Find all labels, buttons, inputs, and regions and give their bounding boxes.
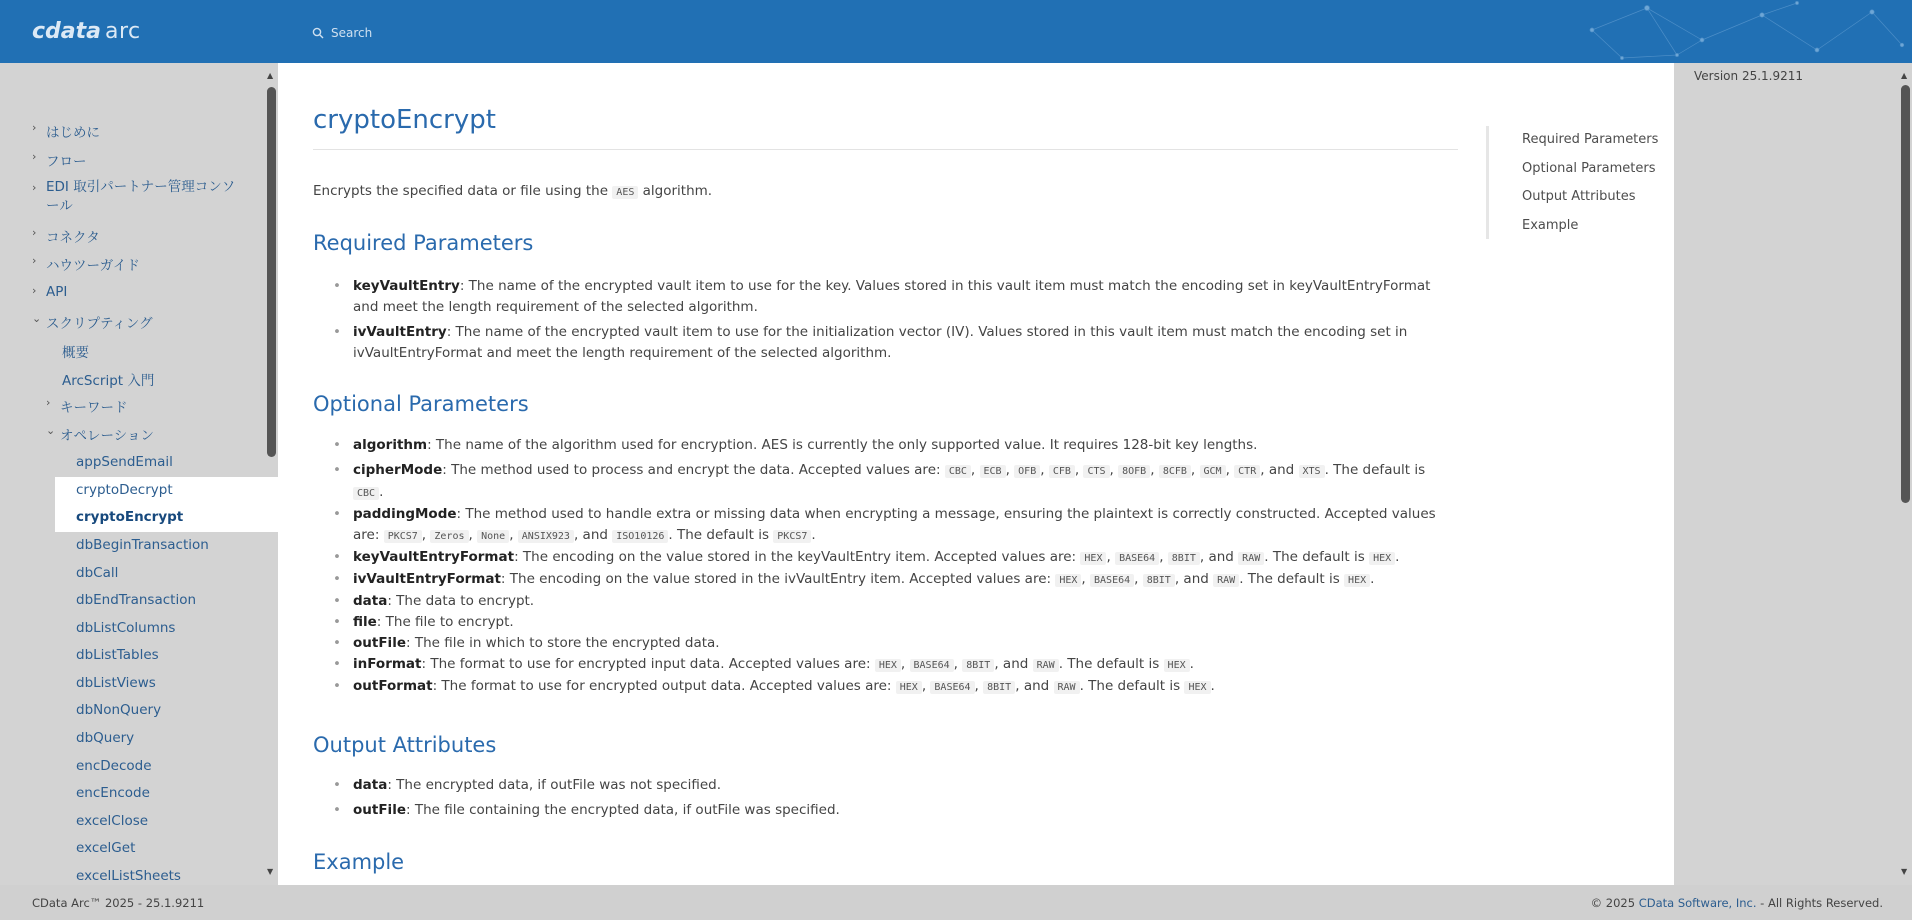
- code-value: XTS: [1299, 465, 1325, 478]
- search-box[interactable]: [312, 26, 372, 40]
- page-footer: [0, 885, 1912, 920]
- code-value: RAW: [1213, 574, 1239, 587]
- chevron-right-icon: ›: [32, 150, 37, 163]
- param-description: : The file containing the encrypted data, if outFile was specified.: [405, 802, 840, 818]
- sidebar-item-overview[interactable]: [62, 341, 89, 361]
- code-value: RAW: [1033, 659, 1059, 672]
- chevron-right-icon: ›: [32, 121, 37, 134]
- list-item: [313, 322, 1458, 364]
- sidebar-item-operations[interactable]: [46, 424, 154, 444]
- code-value: None: [477, 530, 509, 543]
- chevron-right-icon: ›: [32, 226, 37, 239]
- sidebar-item-label: dbNonQuery: [76, 702, 162, 718]
- sidebar-item-hajimeni[interactable]: [32, 121, 100, 141]
- param-description: : The data to encrypt.: [387, 593, 535, 609]
- sidebar-item-label: dbListTables: [76, 647, 159, 663]
- sidebar-item-label: excelListSheets: [76, 868, 181, 884]
- sidebar-item-label: ハウツーガイド: [46, 258, 140, 274]
- copyright-year: © 2025: [1590, 896, 1636, 910]
- cdata-software-link[interactable]: CData Software, Inc.: [1638, 896, 1757, 910]
- search-icon: [312, 27, 324, 39]
- code-value: 8BIT: [962, 659, 994, 672]
- param-name: keyVaultEntry: [353, 278, 460, 294]
- required-parameters-list: [313, 276, 1458, 368]
- code-default: CBC: [353, 487, 379, 500]
- sidebar-item-dbendtransaction[interactable]: [76, 592, 196, 608]
- sidebar-item-label: ArcScript 入門: [62, 373, 155, 389]
- sidebar-item-cryptodecrypt[interactable]: [76, 482, 173, 498]
- param-name: inFormat: [353, 656, 422, 672]
- sidebar-item-keywords[interactable]: [46, 396, 128, 416]
- param-name: algorithm: [353, 437, 428, 453]
- param-description: : The name of the encrypted vault item to use for the key. Values stored in this vault item must match the encoding set in keyVaultEntryFormat and meet the length requirement of the selected algorithm.: [353, 278, 1431, 315]
- param-description: : The format to use for encrypted output data. Accepted values are:: [432, 678, 892, 694]
- sidebar-item-dblistcolumns[interactable]: [76, 620, 175, 636]
- param-name: ivVaultEntry: [353, 324, 447, 340]
- code-default: HEX: [1184, 681, 1210, 694]
- sidebar-item-appsendemail[interactable]: [76, 454, 173, 470]
- sidebar-item-label: appSendEmail: [76, 454, 173, 470]
- chevron-right-icon: ›: [32, 181, 37, 194]
- intro-pre: Encrypts the specified data or file using the: [313, 183, 608, 199]
- code-default: HEX: [1369, 552, 1395, 565]
- list-item: • outFormat: The format to use for encrypted output data. Accepted values are: HEX , BASE64 , 8BIT , and RAW . The default is HEX .: [313, 676, 1458, 698]
- sidebar-item-cryptoencrypt[interactable]: [76, 509, 183, 525]
- default-text: . The default is: [1324, 462, 1426, 478]
- scroll-down-arrow-icon[interactable]: ▼: [267, 867, 274, 876]
- default-text: . The default is: [1264, 549, 1365, 565]
- list-item: • ivVaultEntryFormat: The encoding on the value stored in the ivVaultEntry item. Accepted values are: HEX , BASE64 , 8BIT , and RAW . The default is HEX .: [313, 569, 1458, 591]
- param-description: : The method used to process and encrypt the data. Accepted values are:: [442, 462, 941, 478]
- sidebar-item-label: はじめに: [46, 125, 100, 141]
- code-value: BASE64: [930, 681, 974, 694]
- param-name: data: [353, 777, 388, 793]
- version-label: Version 25.1.9211: [1694, 69, 1804, 83]
- code-value: HEX: [875, 659, 901, 672]
- code-aes: AES: [612, 186, 638, 199]
- sidebar-item-dbnonquery[interactable]: [76, 702, 161, 718]
- param-description: : The name of the encrypted vault item to use for the initialization vector (IV). Values stored in this vault item must match the encoding set in ivVaultEntryFormat and meet the length requirement of the selected algorithm.: [353, 324, 1408, 361]
- code-value: HEX: [896, 681, 922, 694]
- title-divider: [313, 149, 1458, 150]
- code-value: 8BIT: [1143, 574, 1175, 587]
- code-value: HEX: [1080, 552, 1106, 565]
- optional-parameters-list: [313, 435, 1458, 698]
- sidebar-item-arcscript-intro[interactable]: [62, 369, 154, 389]
- code-value: PKCS7: [384, 530, 422, 543]
- code-value: 8CFB: [1159, 465, 1191, 478]
- toc-link-output-attributes[interactable]: Output Attributes: [1522, 189, 1636, 204]
- list-item: [313, 435, 1458, 456]
- conj-text: and: [1002, 656, 1029, 672]
- param-name: outFile: [353, 802, 406, 818]
- list-item: [313, 800, 1458, 821]
- sidebar-item-label: 概要: [62, 345, 89, 361]
- code-value: 8BIT: [1168, 552, 1200, 565]
- code-value: ANSIX923: [518, 530, 574, 543]
- sidebar-item-excelget[interactable]: [76, 840, 135, 856]
- sidebar-item-label: excelClose: [76, 813, 149, 829]
- list-item: [313, 775, 1458, 796]
- heading-optional-parameters: Optional Parameters: [313, 392, 529, 416]
- sidebar-item-dbquery[interactable]: [76, 730, 134, 746]
- code-value: OFB: [1014, 465, 1040, 478]
- sidebar-item-label: excelGet: [76, 840, 136, 856]
- chevron-right-icon: ›: [32, 254, 37, 267]
- footer-product-version: CData Arc™ 2025 - 25.1.9211: [32, 896, 205, 910]
- page-title: cryptoEncrypt: [313, 105, 496, 135]
- search-placeholder: Search: [331, 26, 373, 40]
- list-item: [313, 591, 1458, 612]
- param-description: : The encoding on the value stored in the keyVaultEntry item. Accepted values are:: [514, 549, 1077, 565]
- heading-output-attributes: Output Attributes: [313, 733, 497, 757]
- code-value: BASE64: [1115, 552, 1159, 565]
- conj-text: and: [582, 527, 608, 543]
- param-description: : The encoding on the value stored in the ivVaultEntry item. Accepted values are:: [500, 571, 1052, 587]
- code-value: CFB: [1049, 465, 1075, 478]
- param-description: : The format to use for encrypted input data. Accepted values are:: [421, 656, 871, 672]
- conj-text: and: [1183, 571, 1209, 587]
- toc-link-required-parameters[interactable]: Required Parameters: [1522, 132, 1659, 147]
- sidebar-item-api[interactable]: [32, 284, 67, 300]
- sidebar-item-edi-console[interactable]: [32, 178, 247, 216]
- param-name: data: [353, 593, 388, 609]
- heading-example: Example: [313, 850, 405, 874]
- code-value: RAW: [1238, 552, 1264, 565]
- code-value: Zeros: [430, 530, 468, 543]
- sidebar-item-label: API: [46, 284, 68, 300]
- chevron-down-icon: ⌄: [46, 424, 56, 437]
- main-content: [278, 63, 1674, 885]
- logo-brand: cdata: [32, 19, 101, 44]
- cdata-arc-logo[interactable]: [32, 19, 141, 44]
- param-name: file: [353, 614, 377, 630]
- param-description: : The encrypted data, if outFile was not specified.: [387, 777, 722, 793]
- sidebar-item-label: encEncode: [76, 785, 150, 801]
- list-item: • paddingMode: The method used to handle extra or missing data when encrypting a message, ensuring the plaintext is correctly constructed. Accepted values are: PKCS7 , Zeros , None , ANSIX923 , and ISO10126 . The default is PKCS7 .: [313, 504, 1458, 547]
- sidebar-item-dbcall[interactable]: [76, 565, 118, 581]
- rights-reserved: - All Rights Reserved.: [1760, 896, 1883, 910]
- scroll-down-arrow-icon[interactable]: ▼: [1901, 867, 1908, 876]
- toc-link-optional-parameters[interactable]: Optional Parameters: [1522, 160, 1656, 176]
- sidebar-item-label: EDI 取引パートナー管理コンソール: [46, 179, 236, 214]
- conj-text: and: [1268, 462, 1295, 478]
- code-value: ISO10126: [612, 530, 668, 543]
- list-item: • cipherMode: The method used to process and encrypt the data. Accepted values are: CBC , ECB , OFB , CFB , CTS , 8OFB , 8CFB , GCM , CTR , and XTS . The default is CBC .: [313, 460, 1458, 504]
- sidebar-item-label: dbCall: [76, 565, 119, 581]
- sidebar-item-scripting[interactable]: [32, 312, 153, 332]
- sidebar-item-encencode[interactable]: [76, 785, 150, 801]
- chevron-right-icon: ›: [32, 284, 37, 297]
- param-name: keyVaultEntryFormat: [353, 549, 515, 565]
- param-name: ivVaultEntryFormat: [353, 571, 501, 587]
- param-description: : The name of the algorithm used for encryption. AES is currently the only supported value. It requires 128-bit key lengths.: [427, 437, 1258, 453]
- code-value: RAW: [1054, 681, 1080, 694]
- top-header: [0, 0, 1912, 63]
- sidebar-item-label: キーワード: [60, 400, 128, 416]
- toc-link-example[interactable]: Example: [1522, 217, 1579, 233]
- sidebar-item-label: オペレーション: [60, 428, 154, 444]
- sidebar-item-excellistsheets[interactable]: [76, 868, 181, 884]
- sidebar-item-dbbegintransaction[interactable]: [76, 537, 209, 553]
- param-name: outFormat: [353, 678, 433, 694]
- param-name: cipherMode: [353, 462, 443, 478]
- code-default: PKCS7: [773, 530, 811, 543]
- table-of-contents: [1486, 126, 1658, 239]
- sidebar-item-label: コネクタ: [46, 230, 100, 246]
- default-text: . The default is: [1079, 678, 1181, 694]
- sidebar-scrollbar-thumb[interactable]: [267, 87, 276, 457]
- code-value: 8BIT: [983, 681, 1015, 694]
- code-default: HEX: [1164, 659, 1190, 672]
- footer-copyright: [1591, 896, 1883, 910]
- sidebar-item-label: dbListViews: [76, 675, 156, 691]
- param-description: : The file to encrypt.: [376, 614, 514, 630]
- sidebar-item-label: encDecode: [76, 758, 152, 774]
- code-value: 8OFB: [1118, 465, 1150, 478]
- sidebar-item-dblistviews[interactable]: [76, 675, 156, 691]
- default-text: . The default is: [1239, 571, 1340, 587]
- chevron-right-icon: ›: [46, 396, 51, 409]
- code-value: ECB: [980, 465, 1006, 478]
- default-text: . The default is: [1058, 656, 1160, 672]
- output-attributes-list: [313, 775, 1458, 825]
- list-item: [313, 276, 1458, 318]
- scroll-up-arrow-icon[interactable]: ▲: [267, 71, 274, 80]
- code-value: CBC: [945, 465, 971, 478]
- list-item: • keyVaultEntryFormat: The encoding on the value stored in the keyVaultEntry item. Accepted values are: HEX , BASE64 , 8BIT , and RAW . The default is HEX .: [313, 547, 1458, 569]
- code-value: BASE64: [1090, 574, 1134, 587]
- sidebar-item-flow[interactable]: [32, 150, 87, 170]
- chevron-down-icon: ⌄: [32, 312, 42, 325]
- code-value: HEX: [1055, 574, 1081, 587]
- sidebar-item-encdecode[interactable]: [76, 758, 152, 774]
- param-name: outFile: [353, 635, 406, 651]
- sidebar-item-dblisttables[interactable]: [76, 647, 159, 663]
- page-scrollbar-thumb[interactable]: [1901, 85, 1910, 503]
- network-decoration-icon: [1552, 0, 1912, 63]
- sidebar-item-label: cryptoEncrypt: [76, 509, 184, 525]
- code-value: CTS: [1083, 465, 1109, 478]
- scroll-up-arrow-icon[interactable]: ▲: [1901, 71, 1908, 80]
- code-value: BASE64: [910, 659, 954, 672]
- list-item: [313, 612, 1458, 633]
- list-item: • inFormat: The format to use for encrypted input data. Accepted values are: HEX , BASE64 , 8BIT , and RAW . The default is HEX .: [313, 654, 1458, 676]
- code-value: CTR: [1234, 465, 1260, 478]
- sidebar-item-label: dbBeginTransaction: [76, 537, 209, 553]
- list-item: [313, 633, 1458, 654]
- intro-text: [313, 183, 712, 199]
- conj-text: and: [1208, 549, 1234, 565]
- sidebar-item-label: dbListColumns: [76, 620, 176, 636]
- intro-post: algorithm.: [642, 183, 713, 199]
- sidebar-item-label: dbEndTransaction: [76, 592, 197, 608]
- sidebar-item-label: スクリプティング: [46, 316, 153, 332]
- sidebar-item-label: dbQuery: [76, 730, 135, 746]
- param-description: : The file in which to store the encrypted data.: [405, 635, 720, 651]
- sidebar-item-connectors[interactable]: [32, 226, 100, 246]
- sidebar-item-howto[interactable]: [32, 254, 140, 274]
- sidebar-item-excelclose[interactable]: [76, 813, 148, 829]
- default-text: . The default is: [668, 527, 769, 543]
- logo-product: arc: [105, 19, 141, 44]
- heading-required-parameters: Required Parameters: [313, 231, 534, 255]
- code-default: HEX: [1344, 574, 1370, 587]
- sidebar-item-label: cryptoDecrypt: [76, 482, 173, 498]
- conj-text: and: [1023, 678, 1050, 694]
- param-name: paddingMode: [353, 506, 457, 522]
- param-description: : The method used to handle extra or missing data when encrypting a message, ensuring the plaintext is correctly constructed. Accepted values are:: [353, 506, 1436, 543]
- sidebar-item-label: フロー: [46, 154, 87, 170]
- code-value: GCM: [1200, 465, 1226, 478]
